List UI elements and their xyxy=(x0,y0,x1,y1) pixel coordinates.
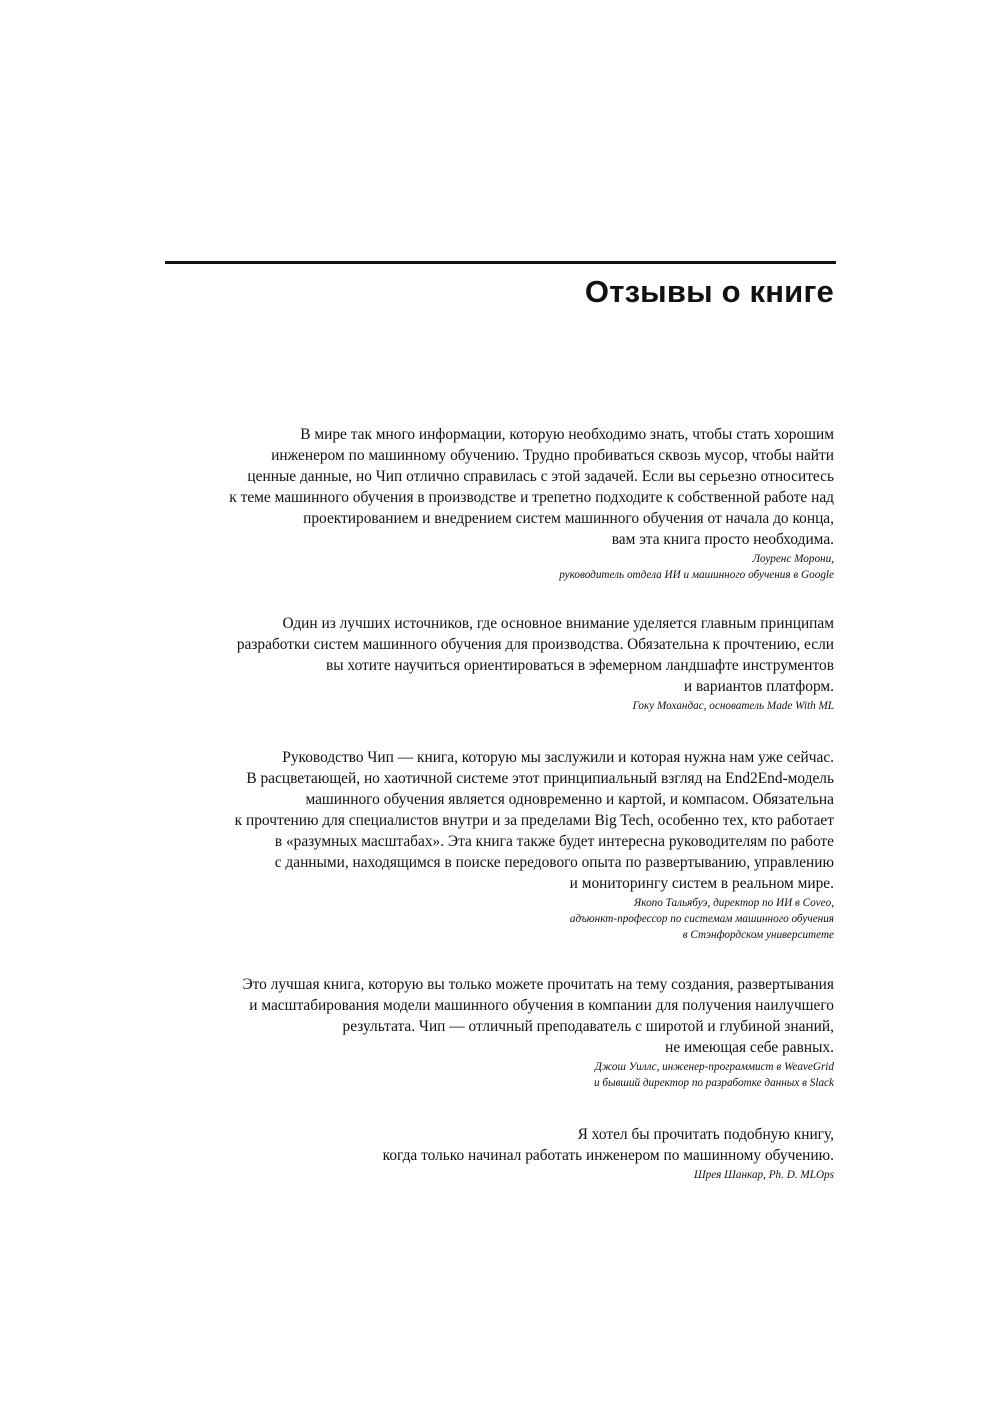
quote-line: В расцветающей, но хаотичной системе этот принципиальный взгляд на End2End-модель xyxy=(246,770,834,787)
quote-line: с данными, находящимся в поиске передового опыта по развертыванию, управлению xyxy=(274,854,834,871)
attribution-line: и бывший директор по разработке данных в Slack xyxy=(593,1077,834,1089)
review-1 xyxy=(229,424,834,583)
quote-line: в «разумных масштабах». Эта книга также будет интересна руководителям по работе xyxy=(274,833,834,850)
quote-line: когда только начинал работать инженером по машинному обучению. xyxy=(382,1147,834,1164)
review-2 xyxy=(237,613,834,714)
attribution-line: руководитель отдела ИИ и машинного обучения в Google xyxy=(559,569,834,581)
page-title: Отзывы о книге xyxy=(584,274,834,309)
quote-line: и масштабирования модели машинного обучения в компании для получения наилучшего xyxy=(249,997,834,1014)
quote-line: ценные данные, но Чип отлично справилась с этой задачей. Если вы серьезно относитесь xyxy=(247,468,834,485)
review-attribution xyxy=(242,1059,834,1091)
review-quote xyxy=(237,613,834,697)
quote-line: Руководство Чип — книга, которую мы заслужили и которая нужна нам уже сейчас. xyxy=(282,749,834,766)
quote-line: проектированием и внедрением систем машинного обучения от начала до конца, xyxy=(303,510,834,527)
attribution-line: Лоуренс Морони, xyxy=(752,553,834,565)
quote-line: Один из лучших источников, где основное внимание уделяется главным принципам xyxy=(282,615,834,632)
review-quote xyxy=(383,1124,834,1166)
attribution-line: Шрея Шанкар, Ph. D. MLOps xyxy=(693,1169,834,1181)
quote-line: Я хотел бы прочитать подобную книгу, xyxy=(577,1126,834,1143)
title-rule xyxy=(165,261,836,264)
quote-line: Это лучшая книга, которую вы только можете прочитать на тему создания, развертывания xyxy=(242,976,834,993)
review-attribution xyxy=(383,1167,834,1183)
review-quote xyxy=(235,747,834,894)
review-4 xyxy=(242,974,834,1091)
review-quote xyxy=(242,974,834,1058)
review-attribution xyxy=(229,551,834,583)
quote-line: результата. Чип — отличный преподаватель с широтой и глубиной знаний, xyxy=(342,1018,834,1035)
quote-line: вам эта книга просто необходима. xyxy=(611,531,834,548)
attribution-line: Джош Уиллс, инженер-программист в WeaveGrid xyxy=(594,1061,834,1073)
review-attribution xyxy=(235,895,834,943)
review-attribution xyxy=(237,698,834,714)
review-quote xyxy=(229,424,834,550)
quote-line: инженером по машинному обучению. Трудно пробиваться сквозь мусор, чтобы найти xyxy=(271,447,834,464)
review-5 xyxy=(383,1124,834,1183)
quote-line: к прочтению для специалистов внутри и за пределами Big Tech, особенно тех, кто работает xyxy=(234,812,834,829)
quote-line: разработки систем машинного обучения для производства. Обязательна к прочтению, если xyxy=(236,636,834,653)
quote-line: В мире так много информации, которую необходимо знать, чтобы стать хорошим xyxy=(300,426,834,443)
quote-line: и мониторингу систем в реальном мире. xyxy=(569,875,834,892)
quote-line: вы хотите научиться ориентироваться в эфемерном ландшафте инструментов xyxy=(326,657,834,674)
attribution-line: Якопо Тальябуэ, директор по ИИ в Coveo, xyxy=(633,897,834,909)
quote-line: к теме машинного обучения в производстве и трепетно подходите к собственной работе над xyxy=(229,489,834,506)
quote-line: машинного обучения является одновременно и картой, и компасом. Обязательна xyxy=(305,791,834,808)
quote-line: не имеющая себе равных. xyxy=(665,1039,834,1056)
attribution-line: адъюнкт-профессор по системам машинного обучения xyxy=(569,913,834,925)
review-3 xyxy=(235,747,834,943)
attribution-line: в Стэнфордском университете xyxy=(682,929,834,941)
quote-line: и вариантов платформ. xyxy=(683,678,834,695)
attribution-line: Гоку Мохандас, основатель Made With ML xyxy=(632,700,834,712)
